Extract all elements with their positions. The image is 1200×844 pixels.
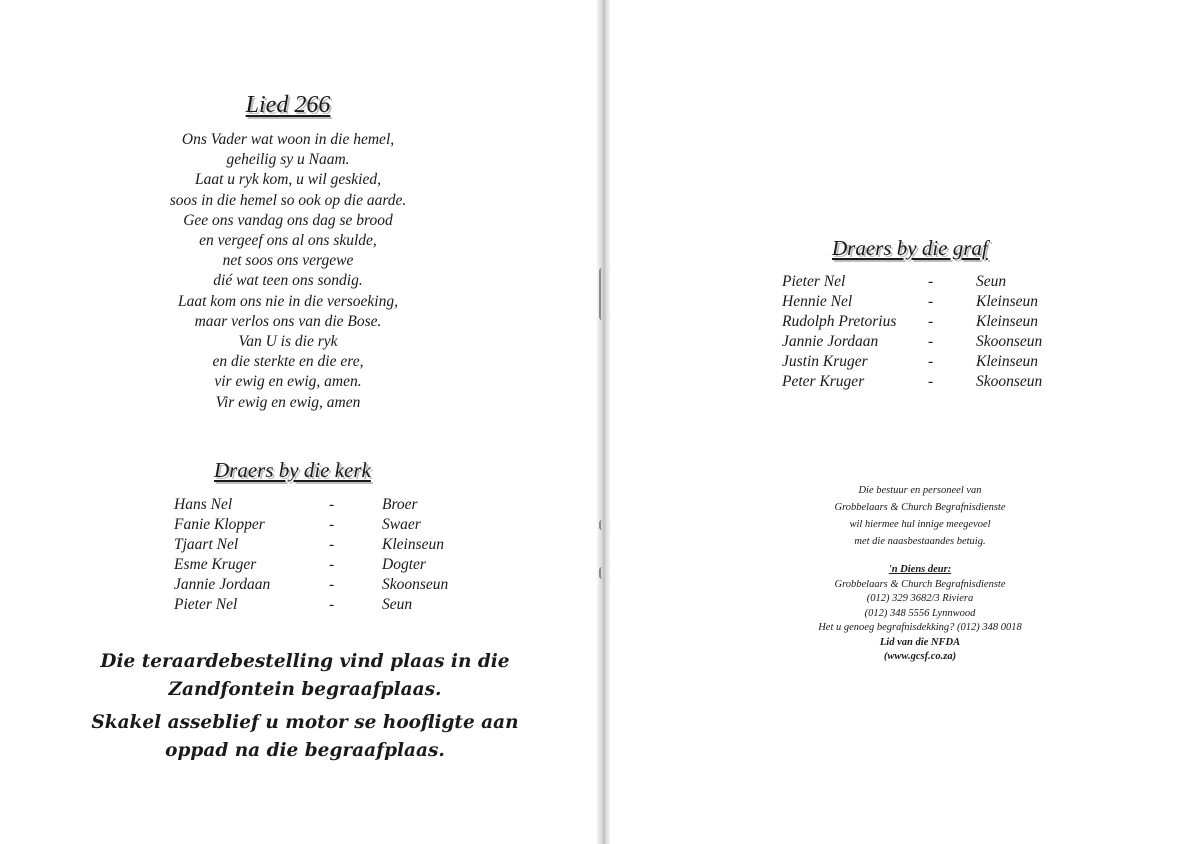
separator: - bbox=[928, 293, 934, 310]
separator: - bbox=[329, 556, 335, 573]
service-membership: Lid van die NFDA bbox=[879, 636, 961, 648]
bearer-name: Esme Kruger bbox=[174, 556, 257, 573]
bearer-name: Jannie Jordaan bbox=[782, 333, 879, 350]
lyric-line: Laat kom ons nie in die versoeking, bbox=[178, 292, 398, 310]
separator: - bbox=[928, 273, 934, 290]
headlights-notice-line: Skakel asseblief u motor se hoofligte aan bbox=[91, 712, 519, 733]
lyric-line: Van U is die ryk bbox=[238, 333, 338, 351]
service-cover-question: Het u genoeg begrafnisdekking? (012) 348 0018 bbox=[818, 622, 1022, 633]
separator: - bbox=[329, 496, 335, 513]
bearer-name: Pieter Nel bbox=[174, 596, 238, 613]
bearer-relation: Seun bbox=[976, 273, 1007, 290]
bearer-name: Jannie Jordaan bbox=[174, 576, 271, 593]
table-row bbox=[782, 312, 1042, 332]
bearer-name: Tjaart Nel bbox=[174, 536, 239, 553]
table-row bbox=[174, 535, 448, 555]
table-row bbox=[174, 495, 448, 515]
separator: - bbox=[329, 596, 335, 613]
bearer-name: Justin Kruger bbox=[782, 353, 868, 370]
grave-bearers-table bbox=[782, 272, 1042, 392]
lyric-line: en vergeef ons al ons skulde, bbox=[199, 232, 377, 250]
table-row bbox=[782, 272, 1042, 292]
bearer-relation: Broer bbox=[382, 496, 418, 513]
lyric-line: net soos ons vergewe bbox=[222, 252, 354, 270]
booklet-fold bbox=[597, 0, 611, 844]
burial-notice bbox=[80, 648, 530, 704]
lyric-line: Vir ewig en ewig, amen bbox=[215, 393, 361, 411]
condolence-line: Grobbelaars & Church Begrafnisdienste bbox=[834, 502, 1006, 513]
table-row bbox=[174, 515, 448, 535]
bearer-name: Hans Nel bbox=[174, 496, 233, 513]
separator: - bbox=[329, 536, 335, 553]
service-website: (www.gcsf.co.za) bbox=[883, 651, 957, 662]
lyric-line: dié wat teen ons sondig. bbox=[213, 272, 363, 290]
condolence-message bbox=[760, 482, 1080, 550]
separator: - bbox=[329, 516, 335, 533]
service-phone-riviera: (012) 329 3682/3 Riviera bbox=[866, 593, 974, 604]
service-phone-lynnwood: (012) 348 5556 Lynnwood bbox=[864, 607, 976, 619]
headlights-notice-line: oppad na die begraafplaas. bbox=[165, 740, 445, 761]
bearer-relation: Skoonseun bbox=[976, 373, 1043, 390]
bearer-relation: Skoonseun bbox=[382, 576, 449, 593]
table-row bbox=[174, 555, 448, 575]
bearer-name: Rudolph Pretorius bbox=[782, 313, 897, 330]
lyric-line: Gee ons vandag ons dag se brood bbox=[183, 211, 393, 229]
bearer-relation: Dogter bbox=[382, 556, 426, 573]
separator: - bbox=[928, 373, 934, 390]
table-row bbox=[782, 352, 1042, 372]
hymn-lyrics bbox=[0, 130, 576, 413]
hymn-title: Lied 266 bbox=[245, 92, 331, 118]
bearer-relation: Kleinseun bbox=[976, 293, 1038, 310]
bearer-relation: Kleinseun bbox=[976, 313, 1038, 330]
separator: - bbox=[928, 353, 934, 370]
separator: - bbox=[928, 333, 934, 350]
bearer-name: Peter Kruger bbox=[782, 373, 865, 390]
church-bearers-heading: Draers by die kerk bbox=[214, 458, 371, 482]
condolence-line: met die naasbestaandes betuig. bbox=[854, 536, 986, 547]
table-row bbox=[174, 595, 448, 615]
bearer-relation: Seun bbox=[382, 596, 413, 613]
condolence-line: wil hiermee hul innige meegevoel bbox=[849, 519, 991, 530]
church-bearers-table bbox=[174, 495, 448, 615]
bearer-relation: Kleinseun bbox=[976, 353, 1038, 370]
bearer-name: Fanie Klopper bbox=[174, 516, 265, 533]
burial-notice-line: Die teraardebestelling vind plaas in die bbox=[100, 651, 510, 672]
bearer-relation: Skoonseun bbox=[976, 333, 1043, 350]
bearer-name: Pieter Nel bbox=[782, 273, 846, 290]
lyric-line: Ons Vader wat woon in die hemel, bbox=[181, 131, 395, 148]
separator: - bbox=[329, 576, 335, 593]
left-page bbox=[0, 0, 598, 844]
table-row bbox=[782, 332, 1042, 352]
lyric-line: en die sterkte en die ere, bbox=[212, 353, 364, 371]
bearer-relation: Kleinseun bbox=[382, 536, 444, 553]
lyric-line: Laat u ryk kom, u wil geskied, bbox=[195, 171, 381, 189]
table-row bbox=[782, 292, 1042, 312]
burial-notice-line: Zandfontein begraafplaas. bbox=[168, 679, 442, 700]
headlights-notice bbox=[80, 709, 530, 765]
bearer-name: Hennie Nel bbox=[782, 293, 853, 310]
separator: - bbox=[928, 313, 934, 330]
service-company: Grobbelaars & Church Begrafnisdienste bbox=[834, 578, 1006, 590]
condolence-line: Die bestuur en personeel van bbox=[858, 485, 982, 496]
table-row bbox=[174, 575, 448, 595]
lyric-line: maar verlos ons van die Bose. bbox=[194, 312, 382, 330]
funeral-service-info bbox=[760, 563, 1080, 665]
lyric-line: geheilig sy u Naam. bbox=[226, 151, 350, 169]
lyric-line: vir ewig en ewig, amen. bbox=[214, 373, 362, 391]
bearer-relation: Swaer bbox=[382, 516, 421, 533]
table-row bbox=[782, 372, 1042, 392]
grave-bearers-heading: Draers by die graf bbox=[832, 236, 988, 260]
right-page bbox=[610, 0, 1200, 844]
service-label: 'n Diens deur: bbox=[888, 564, 952, 575]
lyric-line: soos in die hemel so ook op die aarde. bbox=[169, 191, 407, 209]
